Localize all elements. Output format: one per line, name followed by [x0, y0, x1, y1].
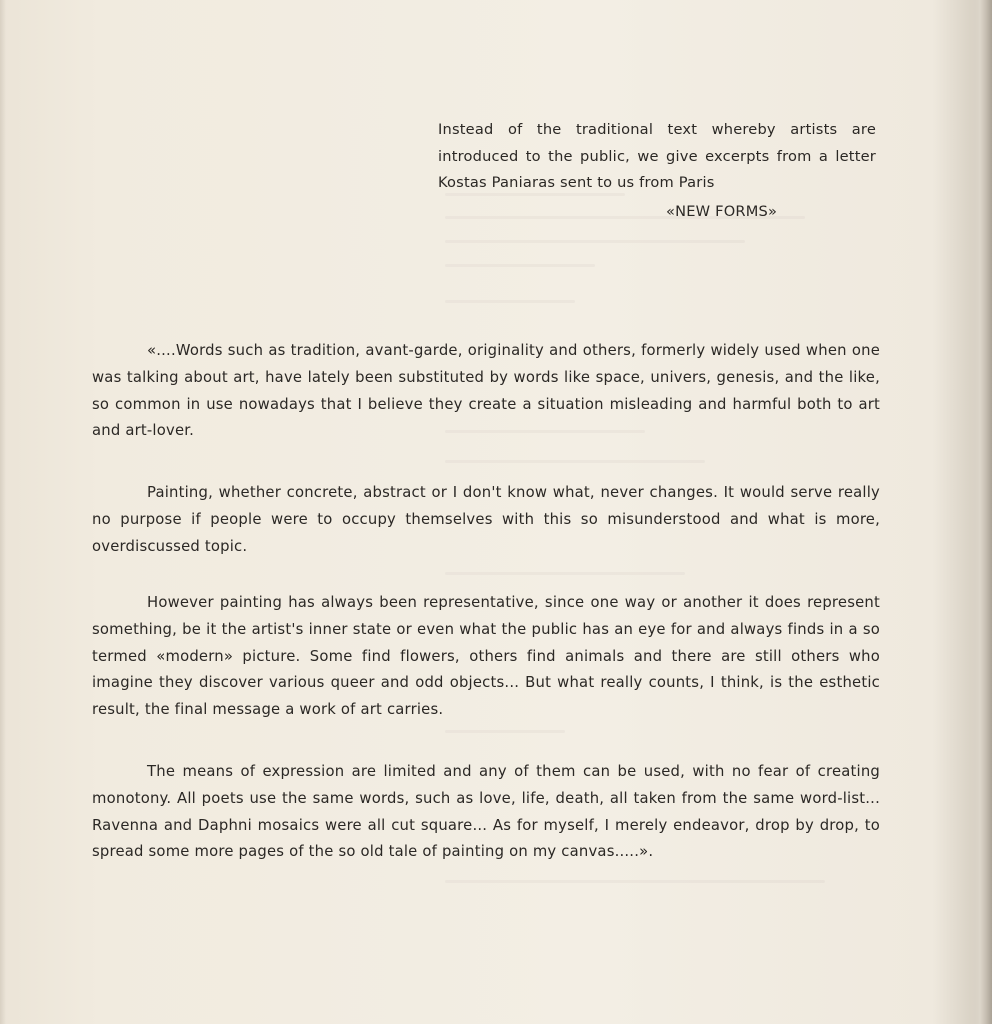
page-left-edge-shadow [0, 0, 6, 1024]
letter-title: «NEW FORMS» [666, 203, 778, 220]
intro-text: Instead of the traditional text whereby artists are introduced to the public, we give excerpts from a letter Kostas Paniaras sent to us from Paris [438, 121, 876, 191]
letter-paragraph-3: However painting has always been representative, since one way or another it does represent something, be it the artist's inner state or even what the public has an eye for and always finds in a so termed «modern» picture. Some find flowers, others find animals and there are still others who imagine they discover various queer and odd objects... But what really counts, I think, is the esthetic result, the final message a work of art carries. [92, 594, 880, 719]
page-right-edge-shadow [970, 0, 992, 1024]
letter-paragraph-4: The means of expression are limited and any of them can be used, with no fear of creating monotony. All poets use the same words, such as love, life, death, all taken from the same word-list... Ravenna and Daphni mosaics were all cut square... As for myself, I merely endeavor, drop by drop, to spread some more pages of the so old tale of painting on my canvas.....». [92, 763, 880, 861]
letter-paragraph-2: Painting, whether concrete, abstract or I don't know what, never changes. It would serve really no purpose if people were to occupy themselves with this so misunderstood and what is more, overdiscussed topic. [92, 484, 880, 555]
letter-paragraph-1: «....Words such as tradition, avant-garde, originality and others, formerly widely used when one was talking about art, have lately been substituted by words like space, univers, genesis, and the like, so common in use nowadays that I believe they create a situation misleading and harmful both to art and art-lover. [92, 342, 880, 440]
